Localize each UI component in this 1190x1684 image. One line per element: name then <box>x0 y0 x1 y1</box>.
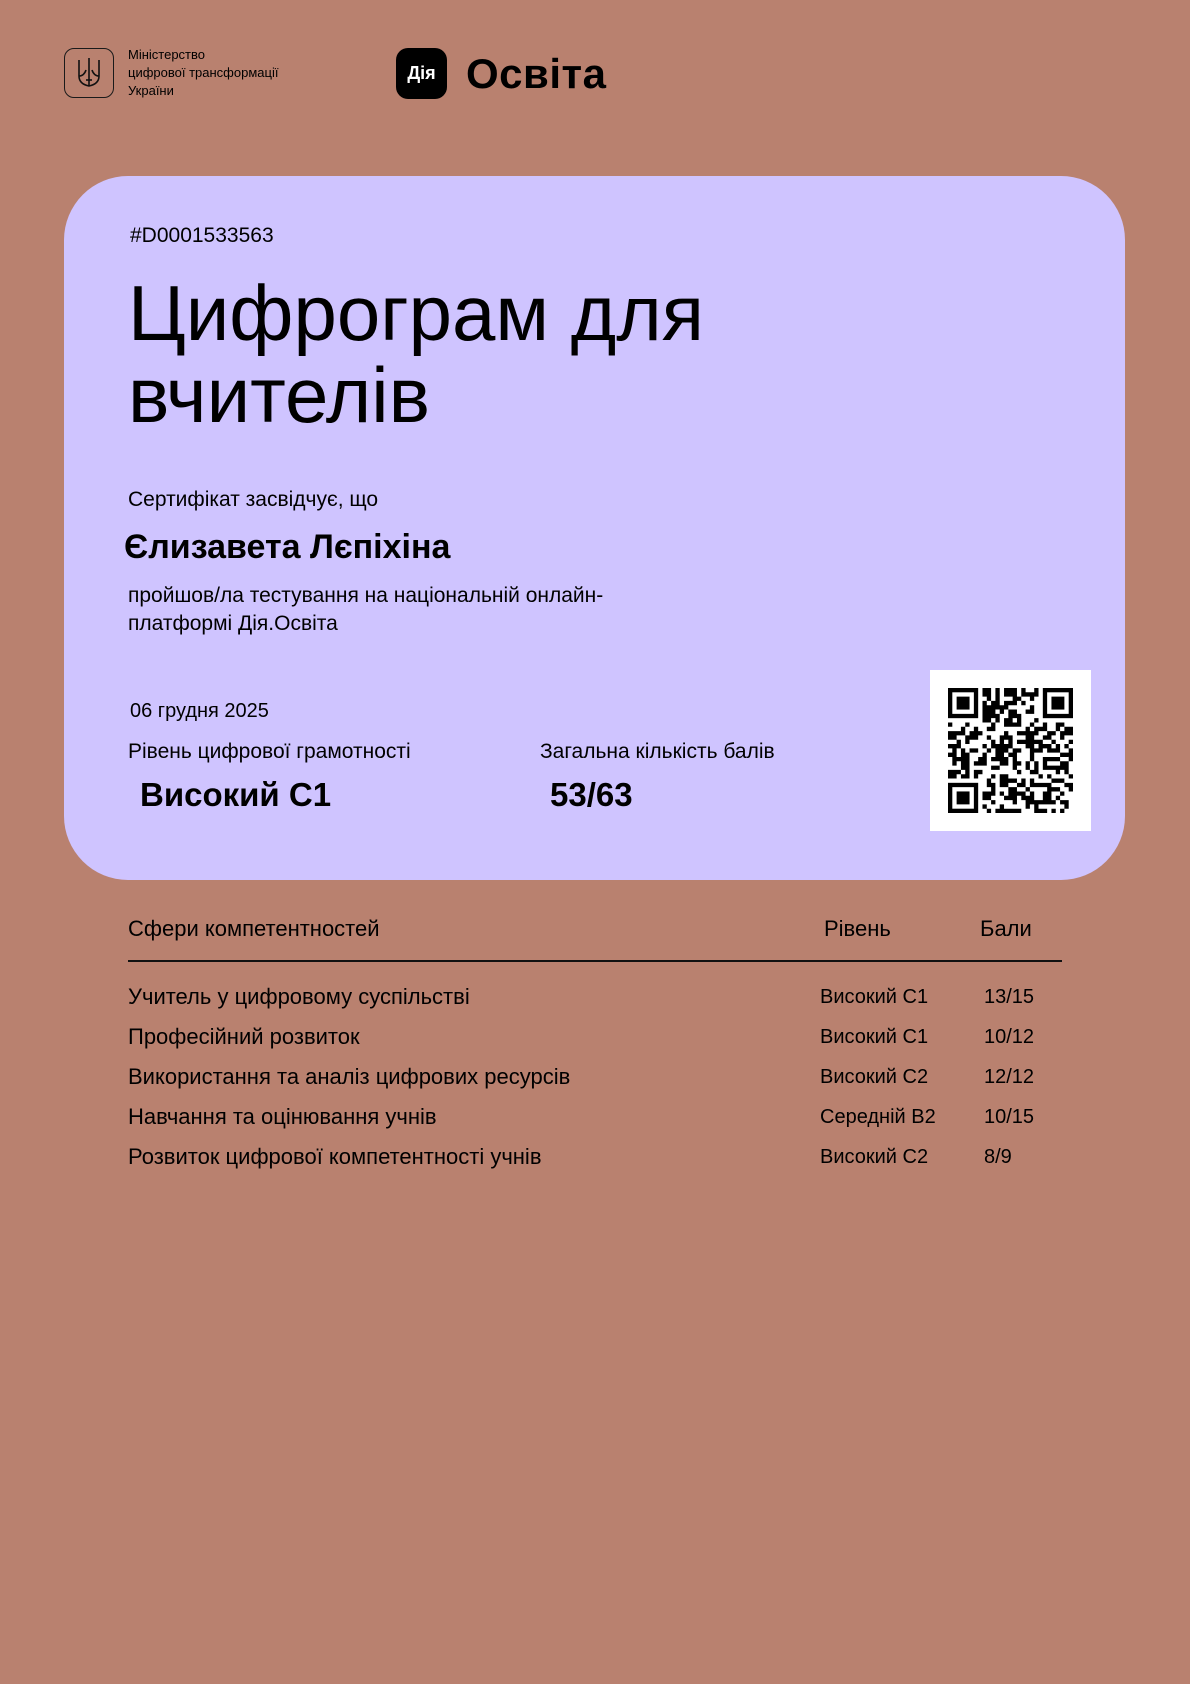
level-value: Високий С1 <box>140 776 332 813</box>
table-row <box>128 1104 1062 1144</box>
ministry-name <box>128 46 278 100</box>
row-area: Навчання та оцінювання учнів <box>128 1104 437 1129</box>
table-row <box>128 984 1062 1024</box>
header <box>64 46 1124 102</box>
row-area: Розвиток цифрової компетентності учнів <box>128 1144 542 1169</box>
ministry-logo <box>64 46 278 100</box>
row-level: Високий С2 <box>820 1066 929 1088</box>
certificate-title <box>128 269 888 439</box>
row-level: Високий С1 <box>820 1026 929 1048</box>
row-level: Високий С2 <box>820 1146 929 1168</box>
competencies-table <box>128 916 1062 1184</box>
passed-text <box>128 582 748 638</box>
row-level: Високий С1 <box>820 986 929 1008</box>
row-area: Учитель у цифровому суспільстві <box>128 984 470 1009</box>
score-label: Загальна кількість балів <box>540 740 775 763</box>
table-row <box>128 1024 1062 1064</box>
title-line: Цифрограм для <box>128 269 704 357</box>
title-line: вчителів <box>128 351 431 439</box>
table-row <box>128 1064 1062 1104</box>
passed-line: пройшов/ла тестування на національній онлайн- <box>128 584 604 607</box>
row-points: 13/15 <box>984 986 1035 1008</box>
header-points: Бали <box>980 916 1032 941</box>
recipient-name: Єлизавета Лєпіхіна <box>124 528 451 566</box>
brand-name: Освіта <box>466 49 607 97</box>
table-row <box>128 1144 1062 1184</box>
table-body <box>128 984 1062 1184</box>
row-area: Використання та аналіз цифрових ресурсів <box>128 1064 571 1089</box>
trident-icon <box>64 48 114 98</box>
row-points: 12/12 <box>984 1066 1035 1088</box>
qr-code-icon <box>948 688 1073 813</box>
certifies-text: Сертифікат засвідчує, що <box>128 488 379 511</box>
passed-line: платформі Дія.Освіта <box>128 612 338 635</box>
qr-code[interactable] <box>930 670 1091 831</box>
ministry-line: Міністерство <box>128 47 205 62</box>
certificate-id: #D0001533563 <box>130 224 274 247</box>
row-points: 8/9 <box>984 1146 1012 1168</box>
level-label: Рівень цифрової грамотності <box>128 740 411 763</box>
row-level: Середній В2 <box>820 1106 936 1128</box>
table-header <box>128 916 1062 962</box>
diia-logo: Дія <box>396 48 447 99</box>
header-area: Сфери компетентностей <box>128 916 380 941</box>
header-level: Рівень <box>824 916 891 941</box>
row-points: 10/12 <box>984 1026 1035 1048</box>
row-area: Професійний розвиток <box>128 1024 360 1049</box>
ministry-line: цифрової трансформації <box>128 65 279 80</box>
ministry-line: України <box>128 83 174 98</box>
certificate-card <box>64 176 1125 880</box>
brand <box>396 48 606 99</box>
score-value: 53/63 <box>550 776 633 813</box>
issue-date: 06 грудня 2025 <box>130 700 269 722</box>
row-points: 10/15 <box>984 1106 1035 1128</box>
